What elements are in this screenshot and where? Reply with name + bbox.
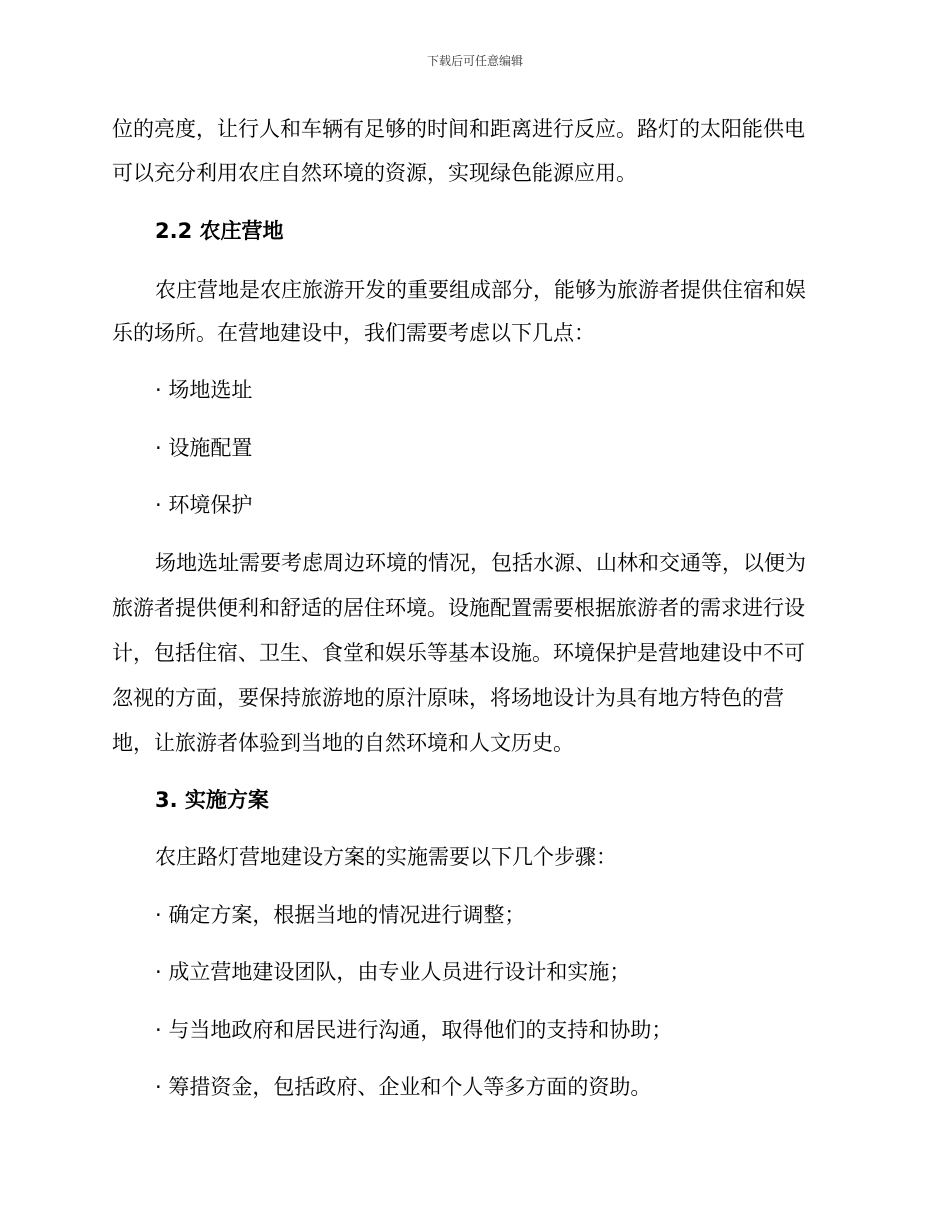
paragraph-line: 农庄营地是农庄旅游开发的重要组成部分，能够为旅游者提供住宿和娱 <box>155 278 806 302</box>
paragraph-line: 地，让旅游者体验到当地的自然环境和人文历史。 <box>112 731 574 755</box>
paragraph-line: 可以充分利用农庄自然环境的资源，实现绿色能源应用。 <box>112 161 637 185</box>
paragraph-line: 计，包括住宿、卫生、食堂和娱乐等基本设施。环境保护是营地建设中不可 <box>112 641 805 665</box>
step-item: · 确定方案，根据当地的情况进行调整； <box>155 903 526 927</box>
step-item: · 与当地政府和居民进行沟通，取得他们的支持和协助； <box>155 1018 673 1042</box>
paragraph-line: 忽视的方面，要保持旅游地的原汁原味，将场地设计为具有地方特色的营 <box>112 686 784 710</box>
paragraph-line: 位的亮度，让行人和车辆有足够的时间和距离进行反应。路灯的太阳能供电 <box>112 117 805 141</box>
step-item: · 筹措资金，包括政府、企业和个人等多方面的资助。 <box>155 1075 652 1099</box>
bullet-item: · 设施配置 <box>155 436 253 460</box>
paragraph-line: 乐的场所。在营地建设中，我们需要考虑以下几点： <box>112 321 595 345</box>
paragraph-line: 旅游者提供便利和舒适的居住环境。设施配置需要根据旅游者的需求进行设 <box>112 596 805 620</box>
section-heading-3: 3. 实施方案 <box>155 788 269 812</box>
bullet-item: · 场地选址 <box>155 378 253 402</box>
header-note: 下载后可任意编辑 <box>426 54 523 68</box>
bullet-item: · 环境保护 <box>155 493 253 517</box>
paragraph-line: 场地选址需要考虑周边环境的情况，包括水源、山林和交通等，以便为 <box>155 551 806 575</box>
paragraph-line: 农庄路灯营地建设方案的实施需要以下几个步骤： <box>155 845 617 869</box>
step-item: · 成立营地建设团队，由专业人员进行设计和实施； <box>155 960 631 984</box>
section-heading-2-2: 2.2 农庄营地 <box>155 219 284 243</box>
